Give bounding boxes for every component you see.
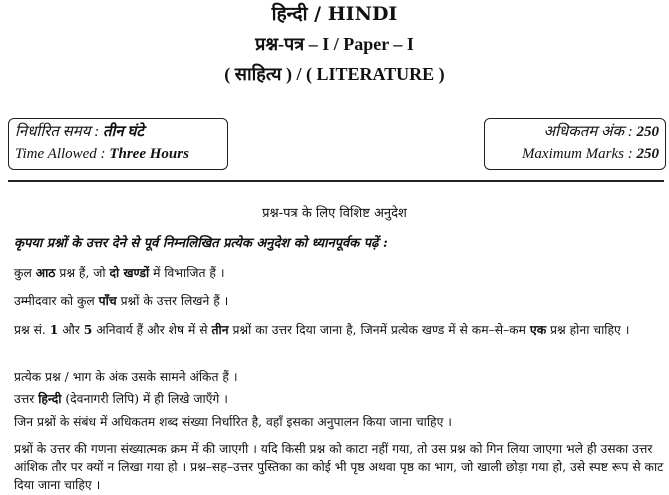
instruction-text: अनिवार्य हैं और शेष में से <box>92 323 212 337</box>
instruction-text: कुल <box>14 266 36 280</box>
instruction-text: प्रश्न हैं, जो <box>55 266 110 280</box>
instruction-text: प्रश्नों का उत्तर दिया जाना है, जिनमें प्रत्येक खण्ड में से कम–से–कम <box>228 323 530 337</box>
instruction-7: प्रश्नों के उत्तर की गणना संख्यात्मक क्रम में की जाएगी । यदि किसी प्रश्न को काटा नहीं गया, तो उस प्रश्न को गिन लिया जाएगा भले ही उसका उत्तर आंशिक तौर पर क्यों न लिखा गया हो । प्रश्न–सह–उत्तर पुस्तिका का कोई भी पृष्ठ अथवा पृष्ठ का भाग, जो खाली छोड़ा गया हो, उसे स्पष्ट रूप से काट दिया जाना चाहिए । <box>14 442 664 492</box>
maximum-marks-english <box>491 143 659 165</box>
time-allowed-english <box>15 143 221 165</box>
time-allowed-hindi <box>15 121 221 143</box>
time-allowed-box <box>8 118 228 170</box>
paper-header <box>0 2 669 86</box>
time-label-english: Time Allowed : <box>15 146 110 162</box>
instruction-5 <box>14 390 664 408</box>
instruction-text: उत्तर <box>14 392 39 406</box>
time-label-hindi: निर्धारित समय : <box>15 124 103 140</box>
instruction-emphasis: 5 <box>83 322 93 337</box>
instruction-emphasis: एक <box>529 322 547 337</box>
instruction-text: प्रश्न सं. <box>14 323 50 337</box>
header-divider <box>8 180 664 182</box>
maximum-marks-box <box>484 118 666 170</box>
instruction-emphasis: 1 <box>49 322 59 337</box>
instruction-emphasis: पाँच <box>98 293 117 308</box>
paper-subtitle: ( साहित्य ) / ( LITERATURE ) <box>224 64 445 84</box>
instruction-emphasis: दो खण्डों <box>109 265 150 280</box>
marks-label-english: Maximum Marks : <box>521 146 637 162</box>
instruction-text: में विभाजित हैं । <box>149 266 225 280</box>
instructions-heading: प्रश्न-पत्र के लिए विशिष्ट अनुदेश <box>262 206 407 221</box>
marks-value-english: 250 <box>636 146 659 162</box>
instruction-text: प्रश्न होना चाहिए । <box>546 323 630 337</box>
time-value-english: Three Hours <box>109 146 189 162</box>
marks-label-hindi: अधिकतम अंक : <box>543 124 637 140</box>
instruction-4: प्रत्येक प्रश्न / भाग के अंक उसके सामने अंकित हैं । <box>14 370 238 384</box>
maximum-marks-hindi <box>491 121 659 143</box>
instruction-text: और <box>58 323 84 337</box>
subject-title: हिन्दी / HINDI <box>271 3 398 25</box>
instruction-6: जिन प्रश्नों के संबंध में अधिकतम शब्द संख्या निर्धारित है, वहाँ इसका अनुपालन किया जाना चाहिए । <box>14 415 452 429</box>
instruction-emphasis: आठ <box>35 265 56 280</box>
instruction-emphasis: तीन <box>211 322 229 337</box>
instruction-emphasis: हिन्दी <box>38 391 62 406</box>
paper-number: प्रश्न-पत्र – I / Paper – I <box>255 34 414 54</box>
instruction-text: उम्मीदवार को कुल <box>14 294 99 308</box>
instruction-2 <box>14 292 664 310</box>
instruction-3 <box>14 321 664 339</box>
instructions-lead: कृपया प्रश्नों के उत्तर देने से पूर्व निम्नलिखित प्रत्येक अनुदेश को ध्यानपूर्वक पढ़ें : <box>14 236 388 251</box>
instruction-text: प्रश्नों के उत्तर लिखने हैं । <box>116 294 229 308</box>
instruction-text: (देवनागरी लिपि) में ही लिखे जाएँगे । <box>61 392 228 406</box>
marks-value-hindi: 250 <box>636 124 659 140</box>
time-value-hindi: तीन घंटे <box>102 124 144 140</box>
instruction-1 <box>14 264 664 282</box>
